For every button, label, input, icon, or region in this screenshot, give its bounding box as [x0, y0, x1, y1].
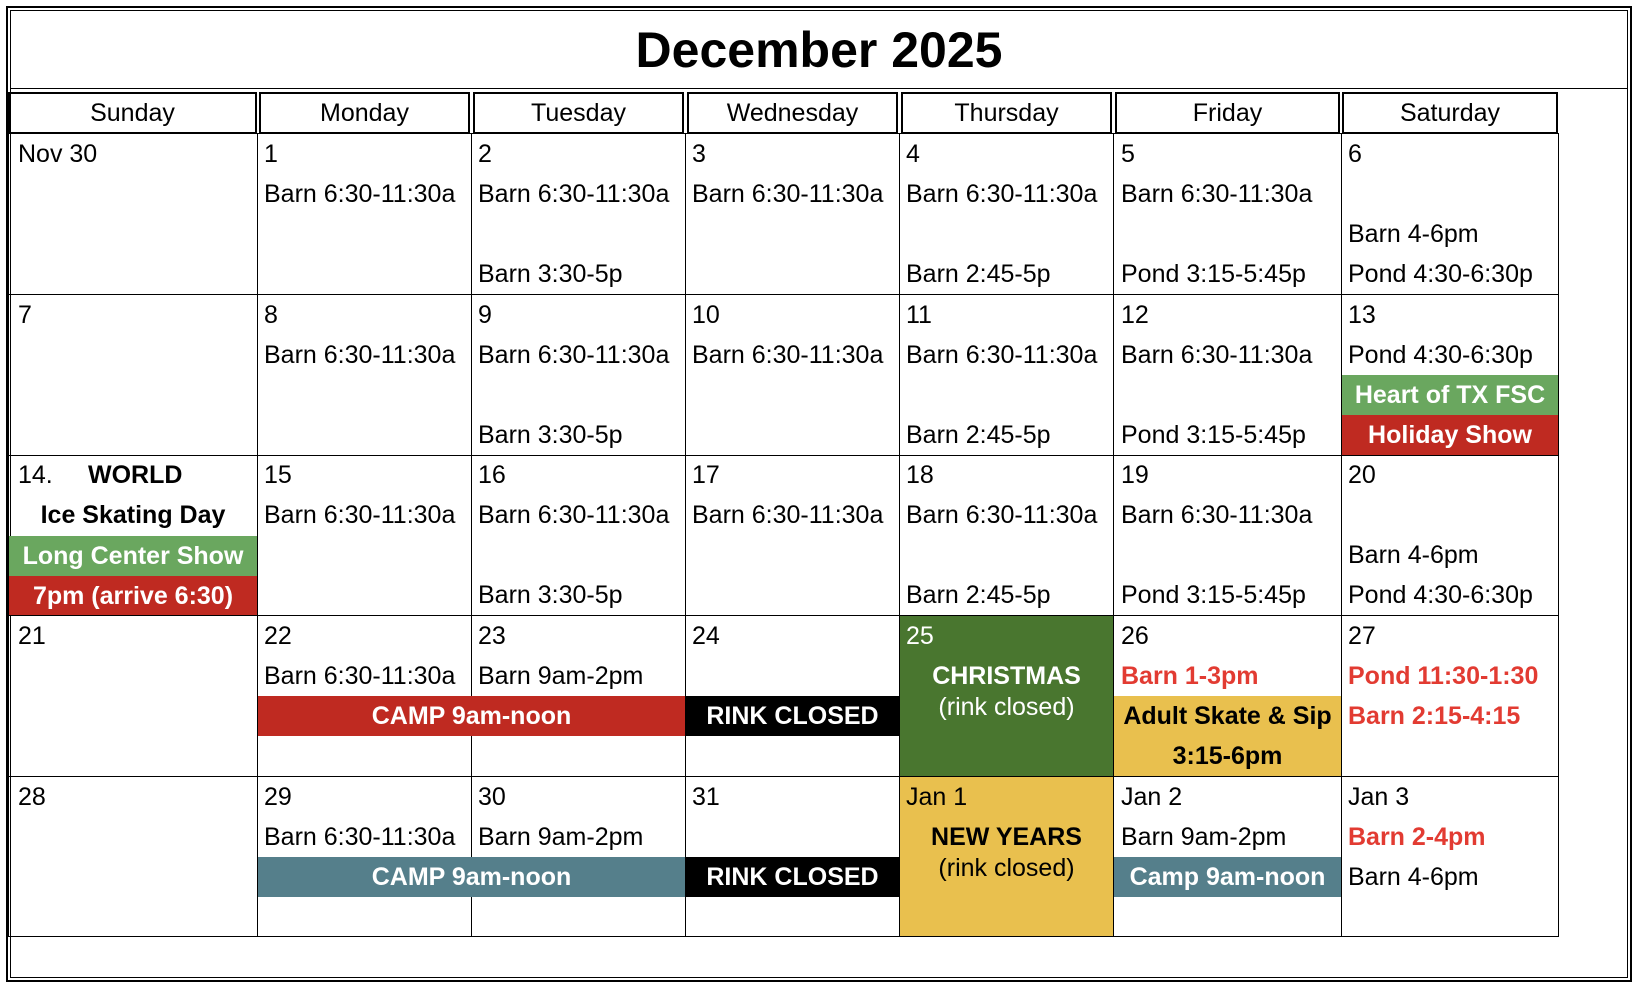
event-text: Barn 2:45-5p: [906, 581, 1051, 609]
date-number: 30: [478, 783, 506, 811]
date-number: 17: [692, 461, 720, 489]
date-number: 4: [906, 140, 920, 168]
event-text: Barn 6:30-11:30a: [264, 341, 456, 369]
event-band-camp: Camp 9am-noon: [1114, 857, 1341, 897]
event-band-long-center-show: Long Center Show: [9, 536, 257, 576]
event-text: Barn 3:30-5p: [478, 581, 623, 609]
date-number: 1: [264, 140, 278, 168]
holiday-subtitle: (rink closed): [938, 854, 1075, 882]
event-band-camp: CAMP 9am-noon: [258, 696, 685, 736]
date-number: 11: [906, 301, 932, 329]
event-band-camp: CAMP 9am-noon: [258, 857, 685, 897]
date-number: 2: [478, 140, 492, 168]
event-text: Barn 2:45-5p: [906, 260, 1051, 288]
holiday-title-new-years: NEW YEARS: [931, 823, 1082, 851]
date-number: 26: [1121, 622, 1149, 650]
date-number: 7: [18, 301, 32, 329]
event-text: Barn 4-6pm: [1348, 541, 1479, 569]
event-text: Barn 6:30-11:30a: [264, 823, 456, 851]
header-tuesday: Tuesday: [473, 92, 684, 134]
date-number: 31: [692, 783, 720, 811]
event-text: Barn 2:45-5p: [906, 421, 1051, 449]
date-number: 5: [1121, 140, 1135, 168]
event-text: Pond 3:15-5:45p: [1121, 260, 1306, 288]
header-monday: Monday: [259, 92, 470, 134]
event-text: Barn 9am-2pm: [478, 662, 644, 690]
event-text: Barn 6:30-11:30a: [478, 341, 670, 369]
date-number: 3: [692, 140, 706, 168]
event-text: Barn 6:30-11:30a: [906, 341, 1098, 369]
date-number: 21: [18, 622, 46, 650]
event-band-heart-of-tx: Heart of TX FSC: [1342, 375, 1558, 415]
date-number: 12: [1121, 301, 1149, 329]
event-text: Barn 6:30-11:30a: [264, 662, 456, 690]
date-number: Jan 1: [906, 783, 968, 811]
event-text-highlight: Barn 2:15-4:15: [1348, 702, 1521, 730]
event-text: Barn 6:30-11:30a: [478, 501, 670, 529]
date-number: 18: [906, 461, 934, 489]
event-text: Pond 3:15-5:45p: [1121, 421, 1306, 449]
day-cell: [685, 133, 900, 295]
date-number: 16: [478, 461, 506, 489]
header-wednesday: Wednesday: [687, 92, 898, 134]
event-text: Barn 3:30-5p: [478, 260, 623, 288]
date-number: 22: [264, 622, 292, 650]
event-text: Barn 6:30-11:30a: [692, 180, 884, 208]
date-number: 14.: [18, 461, 53, 489]
event-text: Barn 6:30-11:30a: [264, 501, 456, 529]
event-text: Barn 6:30-11:30a: [1121, 501, 1313, 529]
calendar-title: December 2025: [635, 22, 1003, 78]
event-band-adult-skate-time: 3:15-6pm: [1172, 742, 1283, 770]
event-text: Pond 4:30-6:30p: [1348, 581, 1533, 609]
event-text: Pond 4:30-6:30p: [1348, 341, 1533, 369]
event-text: Barn 6:30-11:30a: [478, 180, 670, 208]
event-title-ice-skating-day: Ice Skating Day: [40, 501, 226, 529]
event-band-holiday-show: Holiday Show: [1342, 415, 1558, 455]
date-number: 25: [906, 622, 934, 650]
date-number: 19: [1121, 461, 1149, 489]
event-text: Barn 4-6pm: [1348, 220, 1479, 248]
event-title-world: WORLD: [88, 461, 183, 489]
date-number: 8: [264, 301, 278, 329]
event-band-rink-closed: RINK CLOSED: [686, 696, 899, 736]
date-number: 27: [1348, 622, 1376, 650]
event-text: Barn 6:30-11:30a: [1121, 341, 1313, 369]
day-cell: [257, 133, 472, 295]
event-text-highlight: Barn 2-4pm: [1348, 823, 1486, 851]
event-band-adult-skate-title: Adult Skate & Sip: [1123, 702, 1332, 730]
event-text: Pond 4:30-6:30p: [1348, 260, 1533, 288]
event-text: Barn 6:30-11:30a: [692, 341, 884, 369]
date-number: 29: [264, 783, 292, 811]
event-text: Barn 4-6pm: [1348, 863, 1479, 891]
date-number: 20: [1348, 461, 1376, 489]
header-sunday: Sunday: [8, 92, 257, 134]
day-cell: [8, 294, 258, 456]
event-text: Barn 3:30-5p: [478, 421, 623, 449]
holiday-title-christmas: CHRISTMAS: [932, 662, 1081, 690]
event-text: Barn 6:30-11:30a: [906, 501, 1098, 529]
date-number: 6: [1348, 140, 1362, 168]
date-number: Jan 3: [1348, 783, 1410, 811]
event-band-show-time: 7pm (arrive 6:30): [9, 576, 257, 616]
date-number: Nov 30: [18, 140, 98, 168]
date-number: 23: [478, 622, 506, 650]
date-number: Jan 2: [1121, 783, 1183, 811]
event-text-highlight: Pond 11:30-1:30: [1348, 662, 1539, 690]
date-number: 24: [692, 622, 720, 650]
event-text: Barn 6:30-11:30a: [692, 501, 884, 529]
event-band-rink-closed: RINK CLOSED: [686, 857, 899, 897]
event-text-highlight: Barn 1-3pm: [1121, 662, 1259, 690]
header-saturday: Saturday: [1342, 92, 1558, 134]
event-text: Barn 9am-2pm: [478, 823, 644, 851]
event-text: Barn 9am-2pm: [1121, 823, 1287, 851]
event-text: Barn 6:30-11:30a: [906, 180, 1098, 208]
holiday-subtitle: (rink closed): [938, 693, 1075, 721]
event-text: Pond 3:15-5:45p: [1121, 581, 1306, 609]
day-cell: [257, 294, 472, 456]
event-text: Barn 6:30-11:30a: [1121, 180, 1313, 208]
event-text: Barn 6:30-11:30a: [264, 180, 456, 208]
title-divider: [10, 88, 1628, 89]
date-number: 9: [478, 301, 492, 329]
header-thursday: Thursday: [901, 92, 1112, 134]
header-friday: Friday: [1115, 92, 1340, 134]
date-number: 15: [264, 461, 292, 489]
date-number: 13: [1348, 301, 1376, 329]
date-number: 28: [18, 783, 46, 811]
date-number: 10: [692, 301, 720, 329]
